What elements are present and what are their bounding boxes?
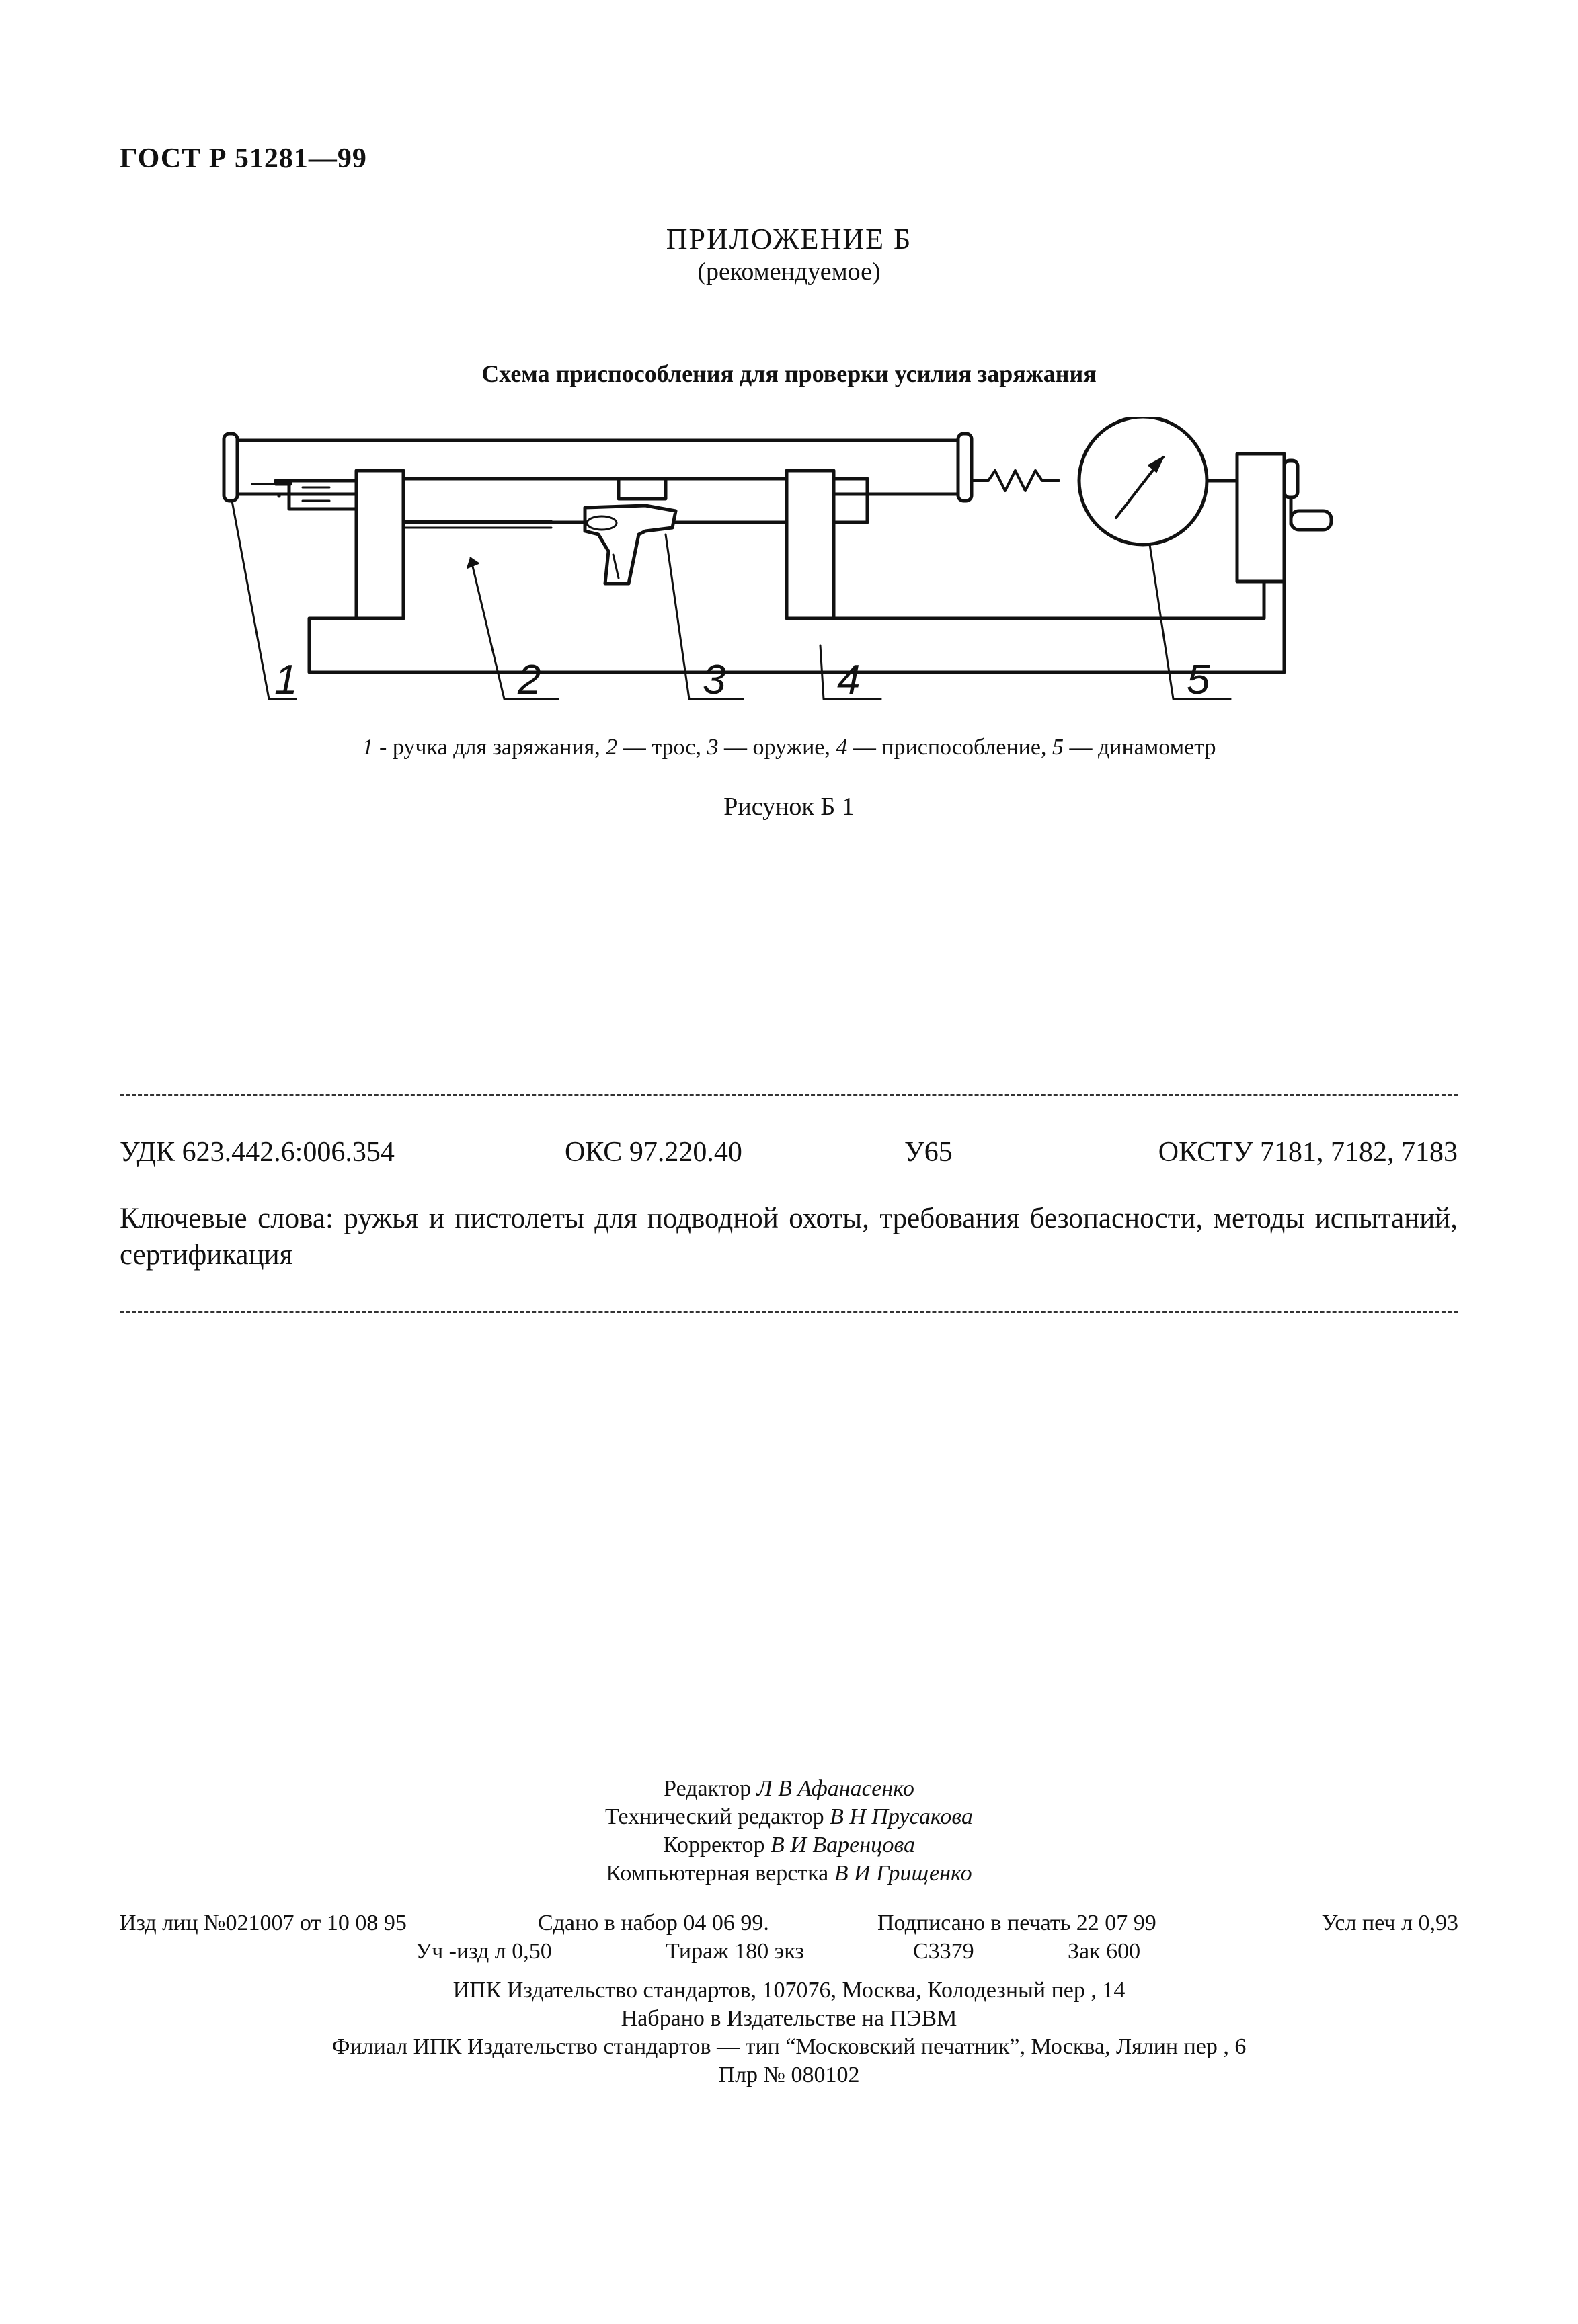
divider-top [120,1094,1458,1096]
dynamometer-dial [1079,417,1207,545]
legend-text-5: — динамометр [1063,735,1216,760]
legend-text-2: — трос, [617,735,707,760]
legend-num-1: 1 [362,735,374,760]
imprint [0,1976,1578,2089]
screw-support [1237,454,1284,582]
credit-proofreader: Корректор В И Варенцова [662,1833,916,1857]
signed-date: Подписано в печать 22 07 99 [877,1911,1156,1935]
okstu-code: ОКСТУ 7181, 7182, 7183 [1158,1137,1458,1168]
credit-tech-editor: Технический редактор В Н Прусакова [605,1804,973,1829]
loading-force-fixture-diagram [202,417,1385,733]
standard-header: ГОСТ Р 51281—99 [120,143,367,174]
legend-num-4: 4 [836,735,848,760]
oks-code: ОКС 97.220.40 [565,1137,742,1168]
print-sheets: Усл печ л 0,93 [1321,1911,1458,1935]
keywords: Ключевые слова: ружья и пистолеты для подводной охоты, требования безопасности, методы испытаний, сертификация [120,1203,1458,1271]
legend-text-4: — приспособление, [847,735,1052,760]
label-4: 4 [837,657,861,703]
udk-code: УДК 623.442.6:006.354 [120,1137,395,1168]
leader-2 [471,558,558,699]
legend-num-2: 2 [606,735,618,760]
figure-title: Схема приспособления для проверки усилия заряжания [481,360,1097,387]
circulation: Тираж 180 экз [666,1939,804,1964]
imprint-line: Набрано в Издательстве на ПЭВМ [621,2006,957,2031]
figure-name: Рисунок Б 1 [723,793,855,821]
legend-text-1: - ручка для заряжания, [373,735,606,760]
figure-legend [0,735,1578,760]
label-3: 3 [703,657,726,703]
cable [403,521,551,528]
order: Зак 600 [1068,1939,1141,1964]
credit-layout: Компьютерная верстка В И Грищенко [606,1861,972,1886]
legend-num-3: 3 [707,735,719,760]
group-code: У65 [904,1137,953,1168]
crank-handle [1291,511,1331,530]
spring [972,471,1059,491]
imprint-line: Плр № 080102 [718,2062,860,2087]
label-5: 5 [1187,657,1210,703]
right-flange [958,434,972,501]
legend-num-5: 5 [1052,735,1064,760]
code: С3379 [913,1939,974,1964]
publication-info [0,1911,1578,1971]
left-support [356,471,403,618]
typeset-date: Сдано в набор 04 06 99. [538,1911,769,1935]
credits [0,1775,1578,1888]
left-flange [224,434,237,501]
imprint-line: Филиал ИПК Издательство стандартов — тип “Московский печатник”, Москва, Лялин пер , 6 [331,2034,1247,2059]
imprint-line: ИПК Издательство стандартов, 107076, Москва, Колодезный пер , 14 [452,1978,1126,2003]
legend-text-3: — оружие, [718,735,836,760]
right-support [787,471,834,618]
credit-editor: Редактор Л В Афанасенко [664,1776,914,1801]
appendix-subtitle: (рекомендуемое) [697,257,881,286]
publ-sheets: Уч -изд л 0,50 [416,1939,552,1964]
label-1: 1 [274,657,298,703]
appendix-title: ПРИЛОЖЕНИЕ Б [666,223,912,255]
divider-bottom [120,1311,1458,1313]
license: Изд лиц №021007 от 10 08 95 [120,1911,407,1935]
label-2: 2 [518,657,541,703]
